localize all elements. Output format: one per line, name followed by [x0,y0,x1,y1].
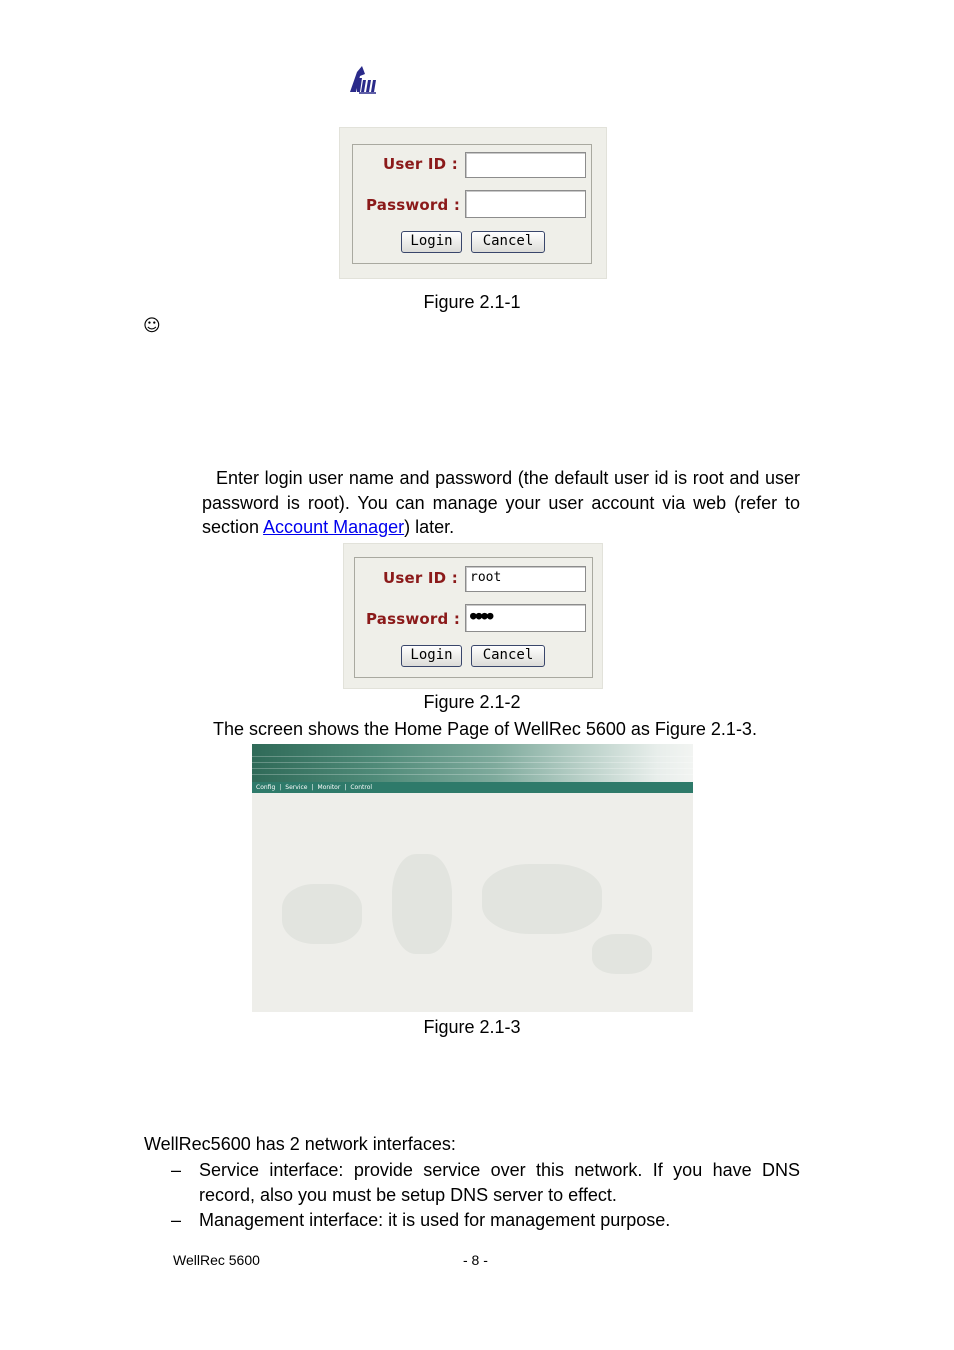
password-label: Password : [366,610,461,628]
password-input[interactable]: ●●●● [465,604,586,632]
figure-caption: Figure 2.1-3 [423,1017,521,1037]
nav-config[interactable]: Config [256,784,276,791]
cancel-button[interactable]: Cancel [471,645,545,667]
password-label: Password : [366,196,461,214]
user-id-input[interactable] [465,152,586,178]
login-form-filled [343,543,603,689]
bullet-dash: – [171,1160,182,1180]
instructions-text: Enter login user name and password (the default user id is root and user password is root). You can manage your user account via web (refer to section [202,468,800,537]
instructions-text-end: ) later. [404,517,455,537]
footer-page-number: - 8 - [463,1252,488,1268]
bullet-management-interface: Management interface: it is used for management purpose. [199,1210,671,1230]
footer-product: WellRec 5600 [173,1252,260,1268]
user-id-label: User ID : [383,155,458,173]
login-form-empty [339,127,607,279]
bullet-dash: – [171,1210,182,1230]
company-logo-icon [348,66,380,96]
password-input[interactable] [465,190,586,218]
banner-image [252,744,693,782]
homepage-screenshot [252,744,693,1012]
cancel-button[interactable]: Cancel [471,231,545,253]
account-manager-link[interactable]: Account Manager [263,517,405,537]
figure-caption: Figure 2.1-1 [423,292,521,312]
nav-control[interactable]: Control [350,784,373,791]
smiley-icon: ☺ [143,316,161,336]
top-nav-bar: Config | Service | Monitor | Control [252,782,693,793]
login-button[interactable]: Login [401,231,462,253]
figure-caption: Figure 2.1-2 [423,692,521,712]
world-map-watermark [282,884,362,944]
nav-service[interactable]: Service [285,784,308,791]
login-instructions [202,466,800,540]
network-intro: WellRec5600 has 2 network interfaces: [144,1134,456,1154]
nav-monitor[interactable]: Monitor [317,784,341,791]
user-id-input[interactable]: root [465,566,586,592]
login-button[interactable]: Login [401,645,462,667]
homepage-description: The screen shows the Home Page of WellRec 5600 as Figure 2.1-3. [213,719,757,739]
user-id-label: User ID : [383,569,458,587]
bullet-service-interface: Service interface: provide service over this network. If you have DNS record, also you must be setup DNS server to effect. [199,1160,800,1205]
